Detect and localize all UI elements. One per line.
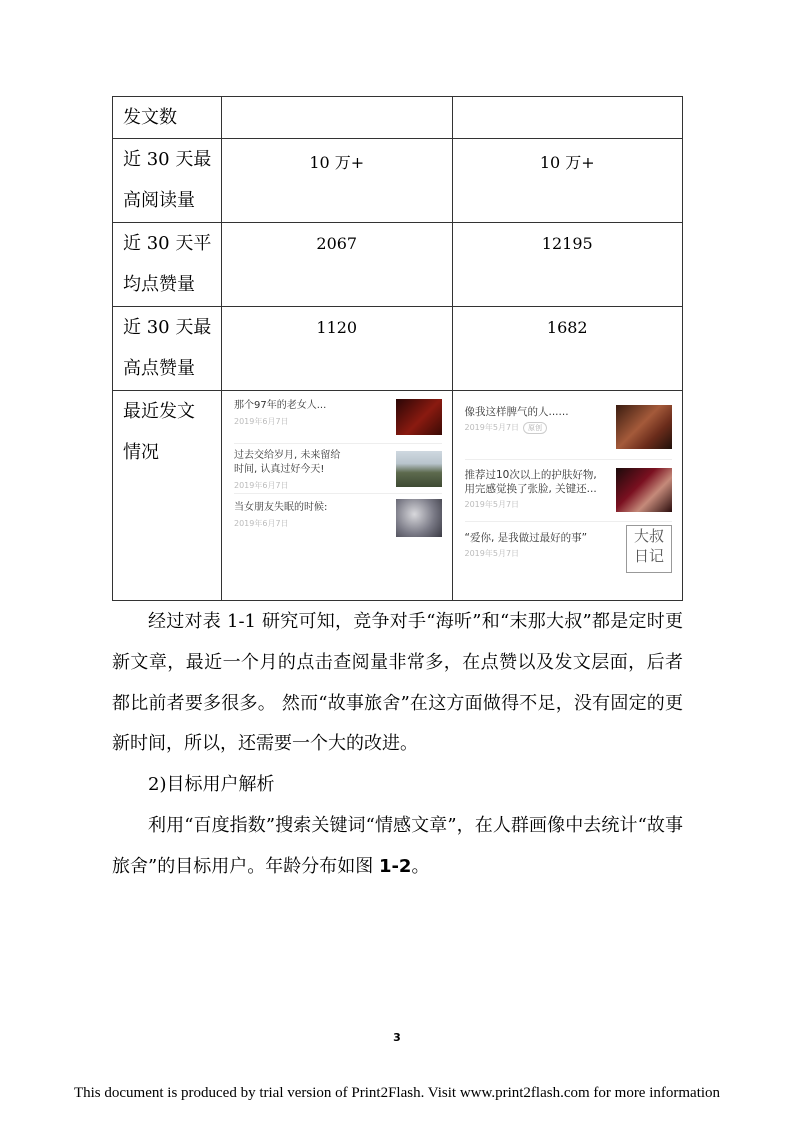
table-row	[113, 223, 683, 307]
row-label: 近 30 天最 高阅读量	[113, 139, 222, 223]
section-heading: 2)目标用户解析	[148, 774, 275, 795]
cell-col1	[222, 97, 453, 139]
table-row	[113, 391, 683, 601]
table-row	[113, 139, 683, 223]
brand-logo: 大叔日记	[626, 525, 672, 573]
original-tag: 原创	[523, 422, 547, 434]
cell-col2: 10 万+	[452, 139, 683, 223]
page-number: 3	[393, 1031, 401, 1044]
table-row	[113, 97, 683, 139]
row-label: 发文数	[113, 97, 222, 139]
body-paragraph: 利用“百度指数”搜索关键词“情感文章”，在人群画像中去统计“故事旅舍”的目标用户。年龄分布如图 1-2。	[112, 815, 683, 877]
list-item: 那个97年的老女人... 2019年6月7日	[234, 399, 442, 427]
cell-col1: 10 万+	[222, 139, 453, 223]
post-thumbnail	[616, 405, 672, 449]
comparison-table	[112, 96, 683, 601]
post-thumbnail	[396, 451, 442, 487]
recent-posts-screenshot-left	[222, 391, 453, 601]
post-thumbnail	[396, 499, 442, 537]
figure-reference: 1-2	[378, 855, 412, 877]
recent-posts-screenshot-right	[452, 391, 683, 601]
list-item: 像我这样脾气的人...... 2019年5月7日 原创	[465, 405, 673, 434]
table-row	[113, 307, 683, 391]
body-paragraph: 经过对表 1-1 研究可知，竞争对手“海听”和“末那大叔”都是定时更新文章，最近一个月的点击查阅量非常多，在点赞以及发文层面，后者都比前者要多很多。 然而“故事旅舍”在这方面做得不足，没有固定的更新时间，所以，还需要一个大的改进。	[112, 611, 683, 755]
list-item: “爱你, 是我做过最好的事” 2019年5月7日 大叔日记	[465, 531, 673, 559]
cell-col1: 1120	[222, 307, 453, 391]
row-label: 近 30 天平 均点赞量	[113, 223, 222, 307]
list-item: 过去交给岁月, 未来留给时间, 认真过好今天! 2019年6月7日	[234, 449, 442, 491]
cell-col1: 2067	[222, 223, 453, 307]
cell-col2: 12195	[452, 223, 683, 307]
cell-col2: 1682	[452, 307, 683, 391]
post-thumbnail	[396, 399, 442, 435]
list-item: 当女朋友失眠的时候: 2019年6月7日	[234, 501, 442, 529]
row-label: 近 30 天最 高点赞量	[113, 307, 222, 391]
list-item: 推荐过10次以上的护肤好物, 用完感觉换了张脸, 关键还... 2019年5月7日	[465, 468, 673, 510]
post-thumbnail	[616, 468, 672, 512]
cell-col2	[452, 97, 683, 139]
trial-footer: This document is produced by trial version of Print2Flash. Visit www.print2flash.com for more information	[73, 1085, 721, 1101]
row-label: 最近发文 情况	[113, 391, 222, 601]
